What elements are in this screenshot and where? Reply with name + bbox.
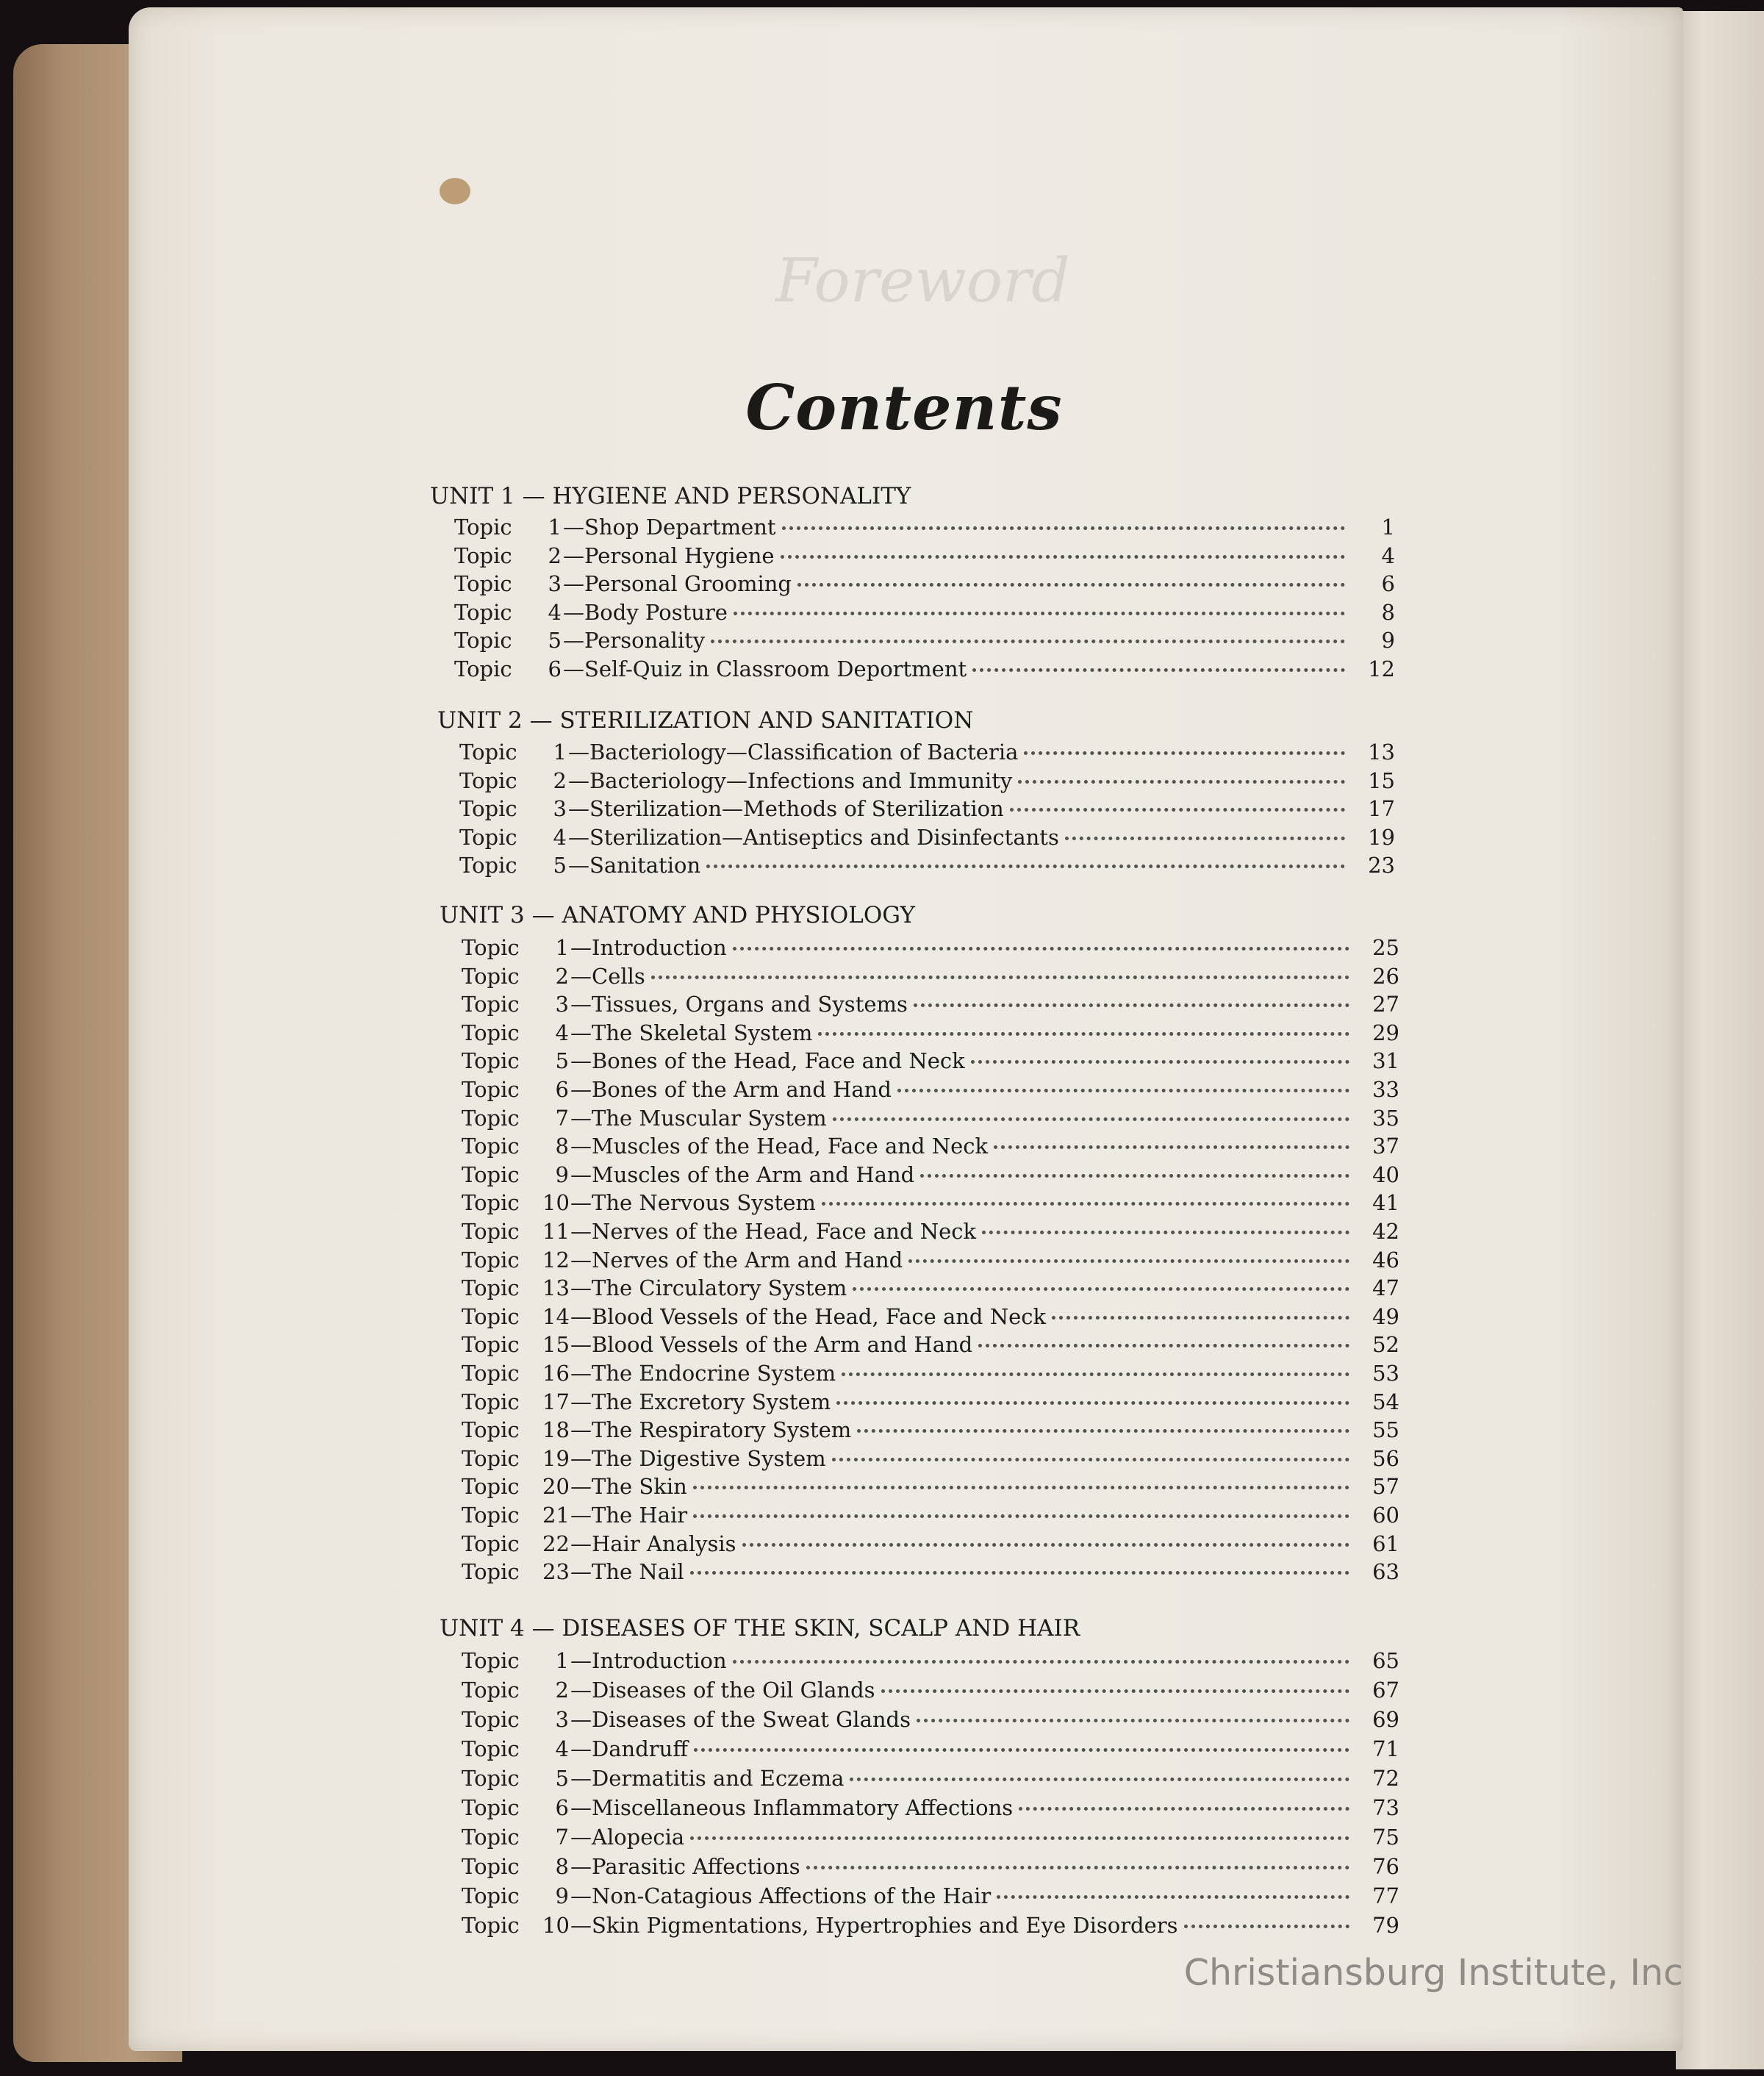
topic-title: —Introduction <box>570 935 727 960</box>
topic-number: 5 <box>548 628 562 654</box>
topic-number: 8 <box>555 1134 569 1159</box>
topic-number: 3 <box>555 992 569 1017</box>
topic-title: —Sterilization—Methods of Sterilization <box>568 796 1004 822</box>
topic-number: 5 <box>555 1766 569 1791</box>
page-number: 69 <box>1372 1707 1399 1732</box>
page-number: 54 <box>1372 1389 1399 1414</box>
topic-number: 21 <box>542 1503 570 1528</box>
dot-leader <box>971 1059 1349 1064</box>
unit-heading: UNIT 4 — DISEASES OF THE SKIN, SCALP AND HAIR <box>440 1615 1080 1642</box>
topic-label: Topic <box>462 992 520 1017</box>
toc-entry <box>462 1446 1399 1475</box>
dot-leader <box>706 864 1345 868</box>
topic-label: Topic <box>462 1361 520 1386</box>
dot-leader <box>972 667 1345 672</box>
page-number: 52 <box>1372 1332 1399 1358</box>
topic-title: —The Hair <box>570 1503 688 1528</box>
page-number: 65 <box>1372 1648 1399 1673</box>
dot-leader <box>782 526 1345 530</box>
page-number: 61 <box>1372 1531 1399 1556</box>
dot-leader <box>1019 1806 1349 1811</box>
dot-leader <box>1065 836 1345 840</box>
topic-title: —Personal Hygiene <box>563 543 775 568</box>
topic-number: 3 <box>553 796 567 822</box>
page-number: 26 <box>1372 963 1399 989</box>
topic-label: Topic <box>462 1275 520 1301</box>
topic-number: 22 <box>542 1531 570 1556</box>
page-number: 35 <box>1372 1105 1399 1131</box>
page-number: 6 <box>1381 571 1395 597</box>
dot-leader <box>694 1747 1349 1752</box>
dot-leader <box>733 1659 1349 1664</box>
topic-label: Topic <box>462 1531 520 1556</box>
dot-leader <box>1010 807 1345 812</box>
topic-title: —Bacteriology—Infections and Immunity <box>568 767 1013 793</box>
toc-entry <box>454 543 1395 573</box>
topic-number: 4 <box>555 1020 569 1045</box>
unit-heading: UNIT 1 — HYGIENE AND PERSONALITY <box>430 483 911 509</box>
topic-label: Topic <box>454 656 512 681</box>
topic-title: —Dermatitis and Eczema <box>570 1766 845 1791</box>
topic-label: Topic <box>462 1648 520 1673</box>
toc-entry <box>462 1190 1399 1220</box>
bleed-through-heading: Foreword <box>775 246 1070 316</box>
topic-number: 9 <box>555 1162 569 1187</box>
topic-label: Topic <box>462 1048 520 1074</box>
topic-number: 19 <box>542 1445 570 1471</box>
toc-entry <box>462 1678 1399 1707</box>
dot-leader <box>833 1117 1349 1121</box>
page-number: 15 <box>1368 767 1395 793</box>
topic-label: Topic <box>462 1247 520 1273</box>
topic-title: —Nerves of the Head, Face and Neck <box>570 1219 977 1244</box>
topic-number: 16 <box>542 1361 570 1386</box>
topic-title: —Body Posture <box>563 599 728 625</box>
topic-number: 3 <box>548 571 562 597</box>
topic-title: —The Digestive System <box>570 1445 826 1471</box>
topic-title: —The Nervous System <box>570 1190 816 1216</box>
page-number: 42 <box>1372 1219 1399 1244</box>
topic-label: Topic <box>462 1077 520 1102</box>
topic-number: 6 <box>555 1795 569 1820</box>
page-number: 37 <box>1372 1134 1399 1159</box>
topic-number: 13 <box>542 1275 570 1301</box>
topic-title: —Dandruff <box>570 1736 688 1761</box>
topic-number: 11 <box>542 1219 570 1244</box>
dot-leader <box>832 1457 1349 1461</box>
dot-leader <box>994 1145 1349 1149</box>
toc-entry <box>459 796 1395 826</box>
topic-label: Topic <box>462 1559 520 1585</box>
dot-leader <box>917 1718 1349 1722</box>
topic-title: —Muscles of the Head, Face and Neck <box>570 1134 989 1159</box>
dot-leader <box>881 1689 1349 1693</box>
topic-label: Topic <box>462 1389 520 1414</box>
toc-entry <box>462 1417 1399 1447</box>
page-number: 31 <box>1372 1048 1399 1074</box>
topic-label: Topic <box>462 1913 520 1938</box>
topic-label: Topic <box>462 1766 520 1791</box>
topic-label: Topic <box>462 1474 520 1500</box>
page-number: 63 <box>1372 1559 1399 1585</box>
page-number: 72 <box>1372 1766 1399 1791</box>
topic-label: Topic <box>462 1825 520 1850</box>
topic-label: Topic <box>462 1105 520 1131</box>
topic-title: —The Nail <box>570 1559 684 1585</box>
topic-number: 6 <box>548 656 562 681</box>
topic-label: Topic <box>462 1134 520 1159</box>
dot-leader <box>1184 1924 1349 1928</box>
page-number: 19 <box>1368 824 1395 850</box>
toc-entry <box>462 1304 1399 1334</box>
toc-entry <box>462 1077 1399 1106</box>
toc-entry <box>462 1883 1399 1913</box>
toc-entry <box>462 1825 1399 1854</box>
dot-leader <box>857 1428 1349 1433</box>
page-number: 79 <box>1372 1913 1399 1938</box>
topic-title: —Blood Vessels of the Head, Face and Neck <box>570 1303 1047 1329</box>
topic-label: Topic <box>462 1678 520 1703</box>
toc-entry <box>454 515 1395 544</box>
dot-leader <box>897 1088 1349 1092</box>
topic-title: —Self-Quiz in Classroom Deportment <box>563 656 967 681</box>
topic-number: 8 <box>555 1854 569 1879</box>
topic-title: —Skin Pigmentations, Hypertrophies and Eye Disorders <box>570 1913 1178 1938</box>
page-number: 47 <box>1372 1275 1399 1301</box>
topic-number: 10 <box>542 1190 570 1216</box>
topic-label: Topic <box>462 1707 520 1732</box>
unit-heading: UNIT 3 — ANATOMY AND PHYSIOLOGY <box>440 902 915 928</box>
dot-leader <box>693 1485 1349 1489</box>
topic-number: 1 <box>555 935 569 960</box>
topic-title: —Shop Department <box>563 515 776 540</box>
topic-number: 4 <box>555 1736 569 1761</box>
dot-leader <box>781 554 1345 559</box>
dot-leader <box>853 1286 1349 1291</box>
topic-title: —Bones of the Head, Face and Neck <box>570 1048 965 1074</box>
dot-leader <box>742 1542 1349 1547</box>
topic-label: Topic <box>462 963 520 989</box>
topic-number: 23 <box>542 1559 570 1585</box>
dot-leader <box>1052 1315 1349 1320</box>
dot-leader <box>806 1865 1349 1869</box>
topic-label: Topic <box>454 599 512 625</box>
page-title: Contents <box>745 371 1063 444</box>
topic-title: —The Skin <box>570 1474 687 1500</box>
toc-entry <box>462 1134 1399 1163</box>
toc-entry <box>459 768 1395 798</box>
topic-number: 2 <box>553 767 567 793</box>
topic-title: —Alopecia <box>570 1825 685 1850</box>
page-number: 73 <box>1372 1795 1399 1820</box>
toc-entry <box>454 571 1395 601</box>
dot-leader <box>711 639 1345 643</box>
topic-number: 7 <box>555 1825 569 1850</box>
topic-title: —Personal Grooming <box>563 571 792 597</box>
topic-number: 1 <box>555 1648 569 1673</box>
page-number: 12 <box>1368 656 1395 681</box>
topic-title: —Non-Catagious Affections of the Hair <box>570 1883 992 1908</box>
dot-leader <box>797 582 1345 587</box>
page-number: 67 <box>1372 1678 1399 1703</box>
dot-leader <box>908 1259 1349 1263</box>
adjacent-page-edge <box>1676 11 1764 2069</box>
page-number: 77 <box>1372 1883 1399 1908</box>
topic-title: —The Muscular System <box>570 1105 827 1131</box>
topic-number: 1 <box>548 515 562 540</box>
topic-title: —Sanitation <box>568 853 701 878</box>
topic-number: 20 <box>542 1474 570 1500</box>
watermark: Christiansburg Institute, Inc <box>1183 1952 1683 1994</box>
topic-label: Topic <box>454 543 512 568</box>
dot-leader <box>733 946 1349 951</box>
topic-number: 4 <box>548 599 562 625</box>
toc-entry <box>462 1559 1399 1589</box>
topic-label: Topic <box>459 740 517 765</box>
toc-entry <box>462 1275 1399 1305</box>
topic-number: 5 <box>555 1048 569 1074</box>
topic-number: 2 <box>555 963 569 989</box>
dot-leader <box>818 1031 1349 1036</box>
page-number: 25 <box>1372 935 1399 960</box>
topic-label: Topic <box>462 1854 520 1879</box>
toc-entry <box>462 1020 1399 1050</box>
topic-label: Topic <box>459 767 517 793</box>
toc-entry <box>462 964 1399 993</box>
topic-title: —Hair Analysis <box>570 1531 736 1556</box>
page-number: 46 <box>1372 1247 1399 1273</box>
topic-label: Topic <box>454 515 512 540</box>
page-number: 13 <box>1368 740 1395 765</box>
dot-leader <box>997 1894 1349 1899</box>
toc-entry <box>462 1707 1399 1736</box>
toc-entry <box>462 1248 1399 1277</box>
toc-entry <box>462 1531 1399 1561</box>
topic-title: —Personality <box>563 628 706 654</box>
page-number: 9 <box>1381 628 1395 654</box>
toc-entry <box>459 740 1395 769</box>
page-number: 49 <box>1372 1303 1399 1329</box>
topic-label: Topic <box>462 935 520 960</box>
topic-label: Topic <box>462 1883 520 1908</box>
topic-title: —Muscles of the Arm and Hand <box>570 1162 915 1187</box>
toc-entry <box>462 1648 1399 1678</box>
dot-leader <box>842 1372 1349 1376</box>
dot-leader <box>836 1400 1349 1405</box>
topic-number: 2 <box>555 1678 569 1703</box>
topic-label: Topic <box>459 824 517 850</box>
toc-entry <box>462 1736 1399 1766</box>
page-number: 60 <box>1372 1503 1399 1528</box>
toc-entry <box>454 628 1395 657</box>
topic-label: Topic <box>462 1020 520 1045</box>
topic-title: —Bones of the Arm and Hand <box>570 1077 892 1102</box>
topic-number: 3 <box>555 1707 569 1732</box>
page-number: 23 <box>1368 853 1395 878</box>
toc-entry <box>462 1766 1399 1795</box>
toc-entry <box>462 992 1399 1021</box>
topic-number: 14 <box>542 1303 570 1329</box>
dot-leader <box>1024 751 1345 755</box>
topic-title: —Bacteriology—Classification of Bacteria <box>568 740 1019 765</box>
page-number: 71 <box>1372 1736 1399 1761</box>
dot-leader <box>651 975 1349 979</box>
topic-title: —Miscellaneous Inflammatory Affections <box>570 1795 1014 1820</box>
topic-title: —The Respiratory System <box>570 1417 852 1443</box>
dot-leader <box>850 1777 1349 1781</box>
topic-label: Topic <box>462 1795 520 1820</box>
dot-leader <box>690 1570 1349 1575</box>
dot-leader <box>693 1514 1349 1518</box>
topic-title: —The Skeletal System <box>570 1020 813 1045</box>
toc-entry <box>462 1795 1399 1825</box>
toc-entry <box>454 600 1395 629</box>
dot-leader <box>690 1836 1349 1840</box>
topic-number: 5 <box>553 853 567 878</box>
unit-heading: UNIT 2 — STERILIZATION AND SANITATION <box>437 707 974 734</box>
topic-label: Topic <box>462 1445 520 1471</box>
page-number: 29 <box>1372 1020 1399 1045</box>
dot-leader <box>982 1230 1349 1234</box>
toc-entry <box>462 935 1399 964</box>
toc-entry <box>462 1503 1399 1532</box>
page-number: 4 <box>1381 543 1395 568</box>
topic-label: Topic <box>462 1162 520 1187</box>
dot-leader <box>914 1003 1349 1007</box>
topic-title: —The Endocrine System <box>570 1361 836 1386</box>
dot-leader <box>734 611 1345 615</box>
toc-entry <box>462 1474 1399 1503</box>
paper-stain <box>440 178 470 204</box>
topic-title: —Nerves of the Arm and Hand <box>570 1247 903 1273</box>
toc-entry <box>459 825 1395 854</box>
topic-label: Topic <box>462 1190 520 1216</box>
toc-entry <box>462 1106 1399 1135</box>
page-number: 40 <box>1372 1162 1399 1187</box>
topic-number: 2 <box>548 543 562 568</box>
page-number: 33 <box>1372 1077 1399 1102</box>
topic-number: 1 <box>553 740 567 765</box>
toc-entry <box>462 1389 1399 1419</box>
toc-entry <box>454 656 1395 686</box>
page-number: 41 <box>1372 1190 1399 1216</box>
topic-title: —Sterilization—Antiseptics and Disinfectants <box>568 824 1059 850</box>
topic-label: Topic <box>454 571 512 597</box>
topic-title: —Diseases of the Oil Glands <box>570 1678 875 1703</box>
topic-label: Topic <box>462 1503 520 1528</box>
topic-number: 4 <box>553 824 567 850</box>
toc-entry <box>462 1361 1399 1390</box>
topic-title: —Blood Vessels of the Arm and Hand <box>570 1332 973 1358</box>
toc-entry <box>459 853 1395 882</box>
topic-number: 9 <box>555 1883 569 1908</box>
dot-leader <box>1018 779 1345 784</box>
topic-label: Topic <box>462 1332 520 1358</box>
topic-title: —Parasitic Affections <box>570 1854 800 1879</box>
toc-entry <box>462 1913 1399 1942</box>
topic-label: Topic <box>462 1736 520 1761</box>
topic-title: —The Circulatory System <box>570 1275 847 1301</box>
dot-leader <box>978 1343 1349 1347</box>
topic-title: —The Excretory System <box>570 1389 831 1414</box>
page-number: 1 <box>1381 515 1395 540</box>
topic-label: Topic <box>459 796 517 822</box>
topic-label: Topic <box>462 1219 520 1244</box>
page-number: 76 <box>1372 1854 1399 1879</box>
topic-label: Topic <box>462 1417 520 1443</box>
page-number: 27 <box>1372 992 1399 1017</box>
topic-title: —Introduction <box>570 1648 727 1673</box>
topic-number: 17 <box>542 1389 570 1414</box>
topic-number: 18 <box>542 1417 570 1443</box>
topic-title: —Tissues, Organs and Systems <box>570 992 908 1017</box>
topic-label: Topic <box>454 628 512 654</box>
topic-number: 10 <box>542 1913 570 1938</box>
page-number: 75 <box>1372 1825 1399 1850</box>
toc-entry <box>462 1219 1399 1248</box>
topic-label: Topic <box>459 853 517 878</box>
toc-entry <box>462 1854 1399 1883</box>
page-number: 56 <box>1372 1445 1399 1471</box>
page-number: 53 <box>1372 1361 1399 1386</box>
topic-label: Topic <box>462 1303 520 1329</box>
toc-entry <box>462 1048 1399 1078</box>
toc-entry <box>462 1332 1399 1361</box>
page-number: 8 <box>1381 599 1395 625</box>
page-number: 57 <box>1372 1474 1399 1500</box>
topic-number: 7 <box>555 1105 569 1131</box>
topic-number: 15 <box>542 1332 570 1358</box>
dot-leader <box>920 1173 1349 1178</box>
topic-number: 12 <box>542 1247 570 1273</box>
toc-entry <box>462 1162 1399 1192</box>
topic-title: —Diseases of the Sweat Glands <box>570 1707 911 1732</box>
page-number: 17 <box>1368 796 1395 822</box>
topic-number: 6 <box>555 1077 569 1102</box>
page-number: 55 <box>1372 1417 1399 1443</box>
dot-leader <box>822 1201 1349 1206</box>
topic-title: —Cells <box>570 963 645 989</box>
